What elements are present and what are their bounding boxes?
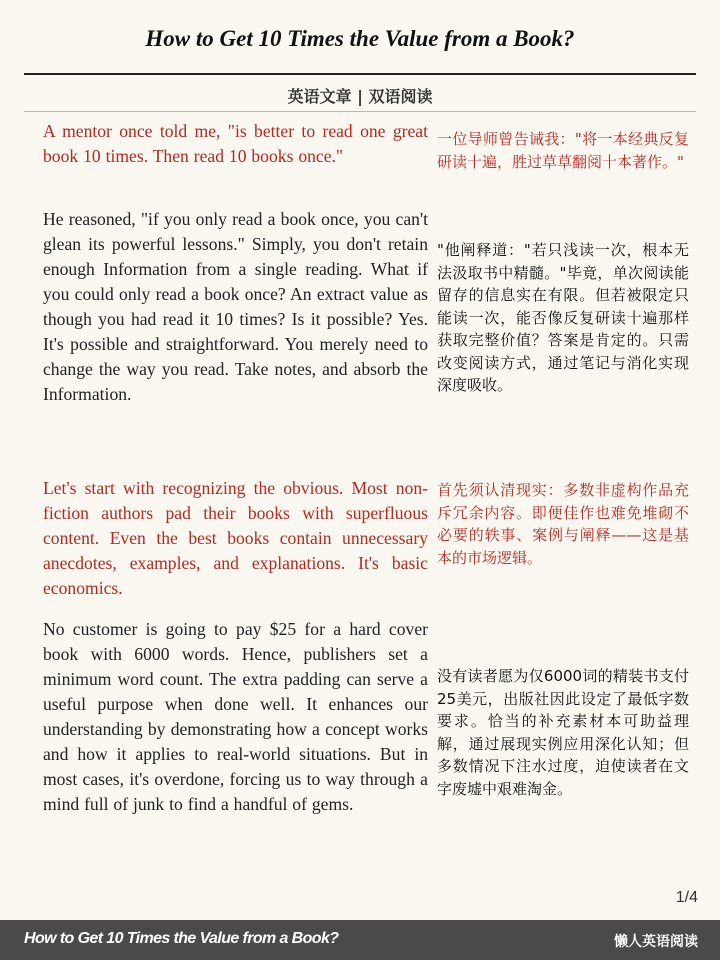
footer-bar xyxy=(0,920,720,960)
english-paragraph-1: A mentor once told me, "is better to read one great book 10 times. Then read 10 books once." xyxy=(43,121,428,166)
english-paragraph-3: Let's start with recognizing the obvious. Most non-fiction authors pad their books with superfluous content. Even the best books contain unnecessary anecdotes, examples, and explanations. It's basic economics. xyxy=(43,478,428,598)
footer-brand: 懒人英语阅读 xyxy=(614,934,698,950)
footer-title: How to Get 10 Times the Value from a Book? xyxy=(24,930,339,947)
english-paragraph-2: He reasoned, "if you only read a book once, you can't glean its powerful lessons." Simply, you don't retain enough Information from a single reading. What if you could only read a book once? An extract value as though you had read it 10 times? Is it possible? Yes. It's possible and straightforward. You merely need to change the way you read. Take notes, and absorb the Information. xyxy=(43,209,428,404)
english-paragraph-4: No customer is going to pay $25 for a hard cover book with 6000 words. Hence, publishers set a minimum word count. The extra padding can serve a useful purpose when done well. It enhances our understanding by demonstrating how a concept works and how it applies to real-world situations. But in most cases, it's overdone, forcing us to way through a mind full of junk to find a handful of gems. xyxy=(43,619,428,814)
chinese-paragraph-2: "他阐释道："若只浅读一次，根本无法汲取书中精髓。"毕竟，单次阅读能留存的信息实在有限。但若被限定只能读一次，能否像反复研读十遍那样获取完整价值？答案是肯定的。只需改变阅读方式，通过笔记与消化实现深度吸收。 xyxy=(437,241,689,394)
chinese-paragraph-4: 没有读者愿为仅6000词的精装书支付25美元，出版社因此设定了最低字数要求。恰当的补充素材本可助益理解，通过展现实例应用深化认知；但多数情况下注水过度，迫使读者在文字废墟中艰难淘金。 xyxy=(437,667,689,798)
page-subtitle: 英语文章 | 双语阅读 xyxy=(287,87,433,106)
page-title: How to Get 10 Times the Value from a Book? xyxy=(145,26,575,51)
subtitle-divider xyxy=(24,111,696,112)
title-divider xyxy=(24,73,696,75)
chinese-paragraph-1: 一位导师曾告诫我："将一本经典反复研读十遍，胜过草草翻阅十本著作。" xyxy=(437,130,689,171)
chinese-paragraph-3: 首先须认清现实：多数非虚构作品充斥冗余内容。即便佳作也难免堆砌不必要的轶事、案例与阐释——这是基本的市场逻辑。 xyxy=(437,481,689,567)
page-indicator: 1/4 xyxy=(675,889,698,906)
